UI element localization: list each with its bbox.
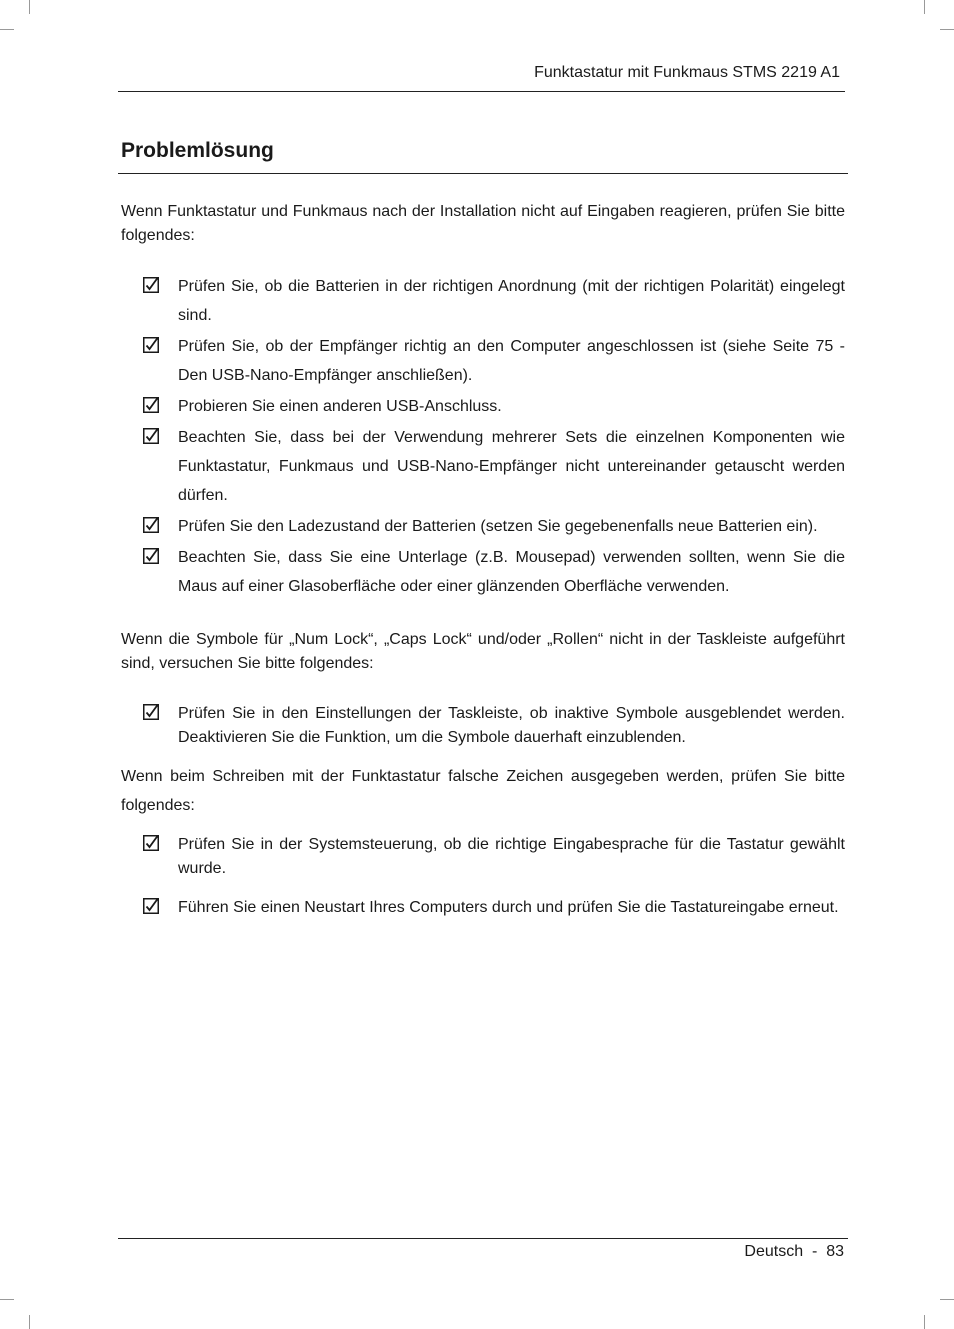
checklist bbox=[121, 833, 845, 920]
crop-mark bbox=[0, 1299, 14, 1300]
checkbox-checked-icon bbox=[143, 704, 159, 720]
checklist-item: Probieren Sie einen anderen USB-Anschluss. bbox=[121, 392, 845, 421]
crop-mark bbox=[0, 29, 14, 30]
intro-paragraph: Wenn die Symbole für „Num Lock“, „Caps Lock“ und/oder „Rollen“ nicht in der Taskleiste aufgeführt sind, versuchen Sie bitte folgendes: bbox=[121, 631, 845, 672]
checkbox-checked-icon bbox=[143, 277, 159, 293]
checklist-item: Prüfen Sie in den Einstellungen der Taskleiste, ob inaktive Symbole ausgeblendet werden. Deaktivieren Sie die Funktion, um die Symbole dauerhaft einzublenden. bbox=[121, 702, 845, 750]
checklist-item: Beachten Sie, dass Sie eine Unterlage (z.B. Mousepad) verwenden sollten, wenn Sie die Maus auf einer Glasoberfläche oder einer glänzenden Oberfläche verwenden. bbox=[121, 543, 845, 601]
checkbox-checked-icon bbox=[143, 548, 159, 564]
crop-mark bbox=[940, 1299, 954, 1300]
intro-paragraph: Wenn beim Schreiben mit der Funktastatur falsche Zeichen ausgegeben werden, prüfen Sie bitte folgendes: bbox=[121, 768, 845, 814]
crop-mark bbox=[924, 1315, 925, 1329]
checklist-item: Prüfen Sie, ob der Empfänger richtig an den Computer angeschlossen ist (siehe Seite 75 - Den USB-Nano-Empfänger anschließen). bbox=[121, 332, 845, 390]
crop-mark bbox=[29, 0, 30, 14]
page-number: Deutsch - 83 bbox=[744, 1243, 844, 1260]
crop-mark bbox=[29, 1315, 30, 1329]
crop-mark bbox=[924, 0, 925, 14]
running-header: Funktastatur mit Funkmaus STMS 2219 A1 bbox=[534, 64, 840, 81]
checklist bbox=[121, 702, 845, 750]
intro-paragraph: Wenn Funktastatur und Funkmaus nach der Installation nicht auf Eingaben reagieren, prüfen Sie bitte folgendes: bbox=[121, 203, 845, 244]
checklist-item: Führen Sie einen Neustart Ihres Computers durch und prüfen Sie die Tastatureingabe erneut. bbox=[121, 896, 845, 920]
header-rule bbox=[118, 91, 845, 92]
checklist-item: Prüfen Sie, ob die Batterien in der richtigen Anordnung (mit der richtigen Polarität) eingelegt sind. bbox=[121, 272, 845, 330]
checklist-item: Beachten Sie, dass bei der Verwendung mehrerer Sets die einzelnen Komponenten wie Funktastatur, Funkmaus und USB-Nano-Empfänger nicht untereinander getauscht werden dürfen. bbox=[121, 423, 845, 510]
crop-mark bbox=[940, 29, 954, 30]
footer-rule bbox=[118, 1238, 848, 1239]
checkbox-checked-icon bbox=[143, 898, 159, 914]
checkbox-checked-icon bbox=[143, 835, 159, 851]
checklist-item: Prüfen Sie in der Systemsteuerung, ob die richtige Eingabesprache für die Tastatur gewählt wurde. bbox=[121, 833, 845, 881]
checkbox-checked-icon bbox=[143, 517, 159, 533]
title-rule bbox=[118, 173, 848, 174]
checkbox-checked-icon bbox=[143, 397, 159, 413]
checklist-item: Prüfen Sie den Ladezustand der Batterien (setzen Sie gegebenenfalls neue Batterien ein). bbox=[121, 512, 845, 541]
checkbox-checked-icon bbox=[143, 337, 159, 353]
checkbox-checked-icon bbox=[143, 428, 159, 444]
checklist bbox=[121, 272, 845, 601]
section-title: Problemlösung bbox=[121, 139, 274, 162]
